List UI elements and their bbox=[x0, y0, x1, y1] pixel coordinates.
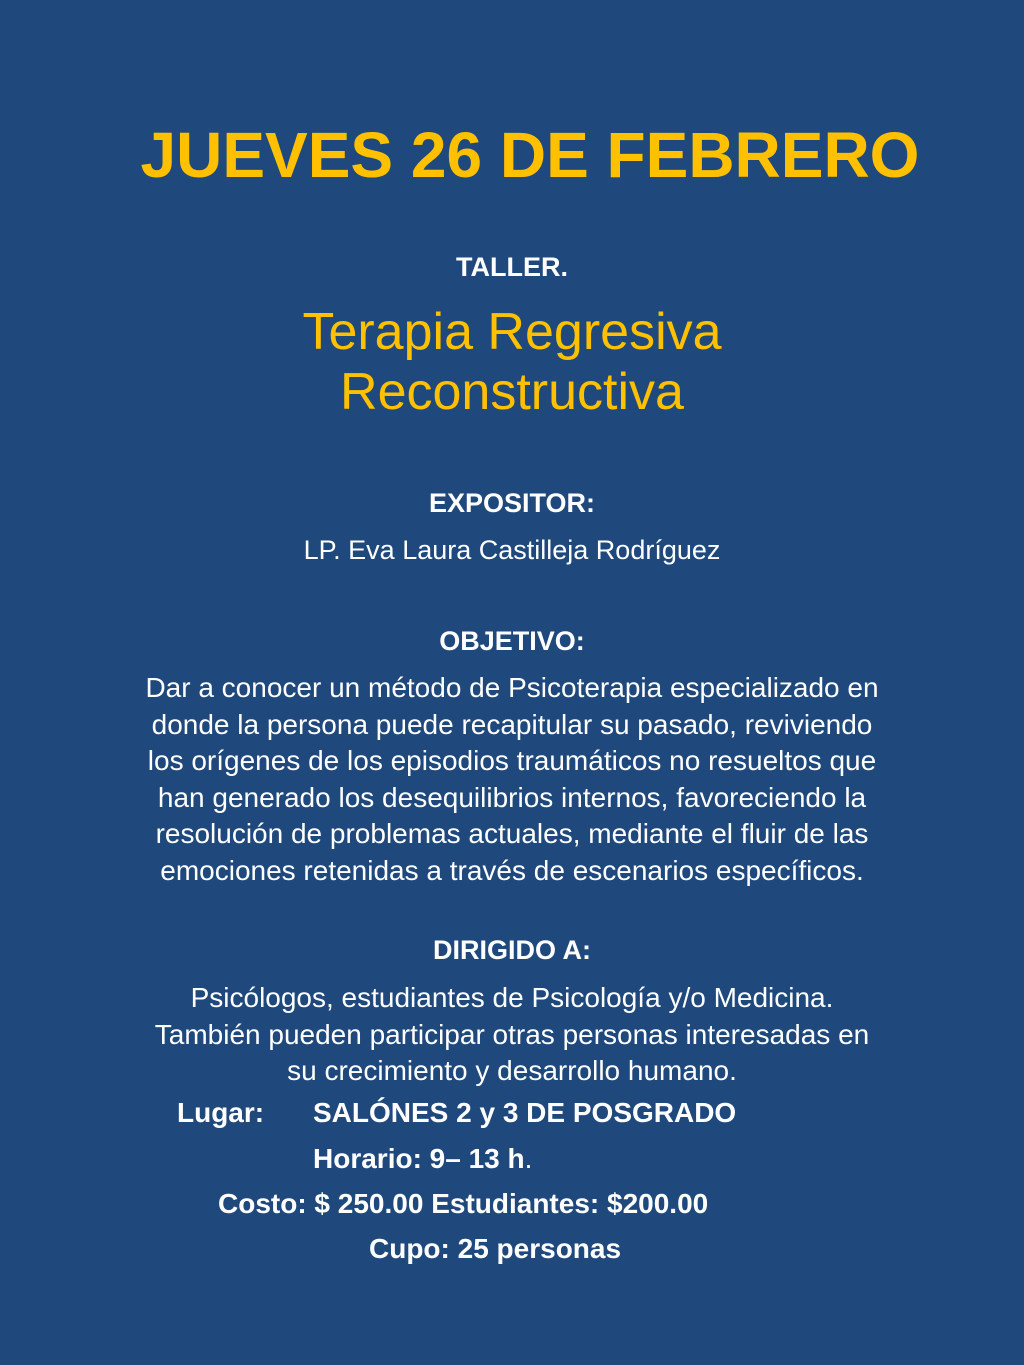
expositor-heading: EXPOSITOR: bbox=[428, 488, 596, 518]
cupo: Cupo: 25 personas bbox=[369, 1233, 622, 1264]
event-type: TALLER. bbox=[456, 252, 568, 282]
dirigido-heading: DIRIGIDO A: bbox=[433, 935, 591, 965]
objetivo-line: emociones retenidas a través de escenarios específicos. bbox=[160, 854, 864, 886]
costo: Costo: $ 250.00 Estudiantes: $200.00 bbox=[218, 1188, 709, 1219]
event-date: JUEVES 26 DE FEBRERO bbox=[140, 119, 920, 191]
objetivo-text bbox=[0, 670, 1024, 889]
dirigido-text bbox=[0, 980, 1024, 1090]
objetivo-line: donde la persona puede recapitular su pasado, reviviendo bbox=[151, 708, 873, 740]
horario-text: Horario: 9– 13 h bbox=[313, 1143, 525, 1174]
workshop-title-line-2: Reconstructiva bbox=[340, 363, 684, 421]
dirigido-line: Psicólogos, estudiantes de Psicología y/o Medicina. bbox=[190, 982, 834, 1013]
lugar-label: Lugar: bbox=[177, 1097, 265, 1128]
expositor-name: LP. Eva Laura Castilleja Rodríguez bbox=[303, 535, 721, 565]
objetivo-line: resolución de problemas actuales, mediante el fluir de las bbox=[155, 818, 869, 849]
horario-period: . bbox=[524, 1143, 533, 1174]
objetivo-heading: OBJETIVO: bbox=[439, 626, 585, 656]
objetivo-line: han generado los desequilibrios internos, favoreciendo la bbox=[157, 781, 867, 813]
workshop-title-line-1: Terapia Regresiva bbox=[302, 303, 722, 361]
workshop-title bbox=[0, 302, 1024, 422]
dirigido-line: su crecimiento y desarrollo humano. bbox=[287, 1055, 737, 1086]
objetivo-line: los orígenes de los episodios traumáticos no resueltos que bbox=[147, 745, 877, 776]
dirigido-line: También pueden participar otras personas interesadas en bbox=[154, 1018, 870, 1050]
lugar-value: SALÓNES 2 y 3 DE POSGRADO bbox=[313, 1097, 737, 1128]
objetivo-line: Dar a conocer un método de Psicoterapia especializado en bbox=[145, 672, 879, 703]
horario bbox=[313, 1143, 532, 1175]
